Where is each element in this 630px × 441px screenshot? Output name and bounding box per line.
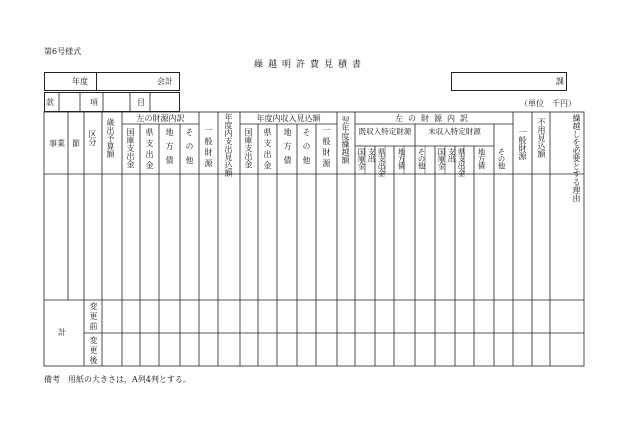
chihosai-header-2: 地方債 — [283, 128, 292, 170]
mishunyu-sonota: その他 — [497, 148, 506, 169]
yokunendo-kurikoshi-header: 翌年度繰越額 — [341, 116, 350, 164]
ippan-zaigen-header-2: 一般財源 — [322, 126, 331, 170]
saishutsu-yosan-header: 歳出予算額 — [106, 118, 115, 158]
kubun-header: 区分 — [88, 130, 97, 146]
ippan-zaigen-header-3: 一般財源 — [518, 128, 527, 160]
fuyo-mikomi-header: 不用見込額 — [537, 118, 546, 158]
kishunyu-shishutsu: 支出 — [367, 148, 376, 162]
fiscal-year-label: 年度 — [72, 77, 88, 86]
kishunyu-chiho: 地方債 — [397, 148, 406, 169]
total-label: 計 — [58, 328, 66, 337]
henkomae-label: 変更前 — [89, 302, 98, 332]
kishunyu-sonota: その他 — [417, 148, 426, 169]
chihosai-header: 地方債 — [165, 128, 174, 170]
account-label: 会計 — [157, 77, 173, 86]
ko-label: 項 — [90, 98, 98, 107]
henkogo-label: 変更後 — [89, 336, 98, 366]
ken-header: 県支出金 — [145, 128, 154, 172]
ken-header-2: 県支出金 — [263, 128, 272, 172]
nendonai-shunyu-header: 年度内収入見込額 — [256, 114, 321, 123]
kishunyu-ken: 県支出金 — [377, 148, 386, 176]
page-title: 繰越明許費見積書 — [254, 60, 367, 70]
nendonai-shishutsu-header: 年度内支出見込額 — [224, 113, 233, 177]
moku-label: 目 — [137, 98, 145, 107]
ippan-zaigen-header: 一般財源 — [204, 126, 213, 170]
reason-header: 繰越しを必要とする理由 — [572, 114, 581, 202]
kan-label: 款 — [46, 98, 54, 107]
sonota-header: その他 — [185, 128, 194, 170]
section-label: 課 — [556, 77, 564, 86]
kokko-header: 国庫支出金 — [126, 128, 135, 168]
unit-note: （単位 千円） — [520, 99, 576, 108]
mishunyu-ken: 県支出金 — [457, 148, 466, 176]
mishunyu-header: 未収入特定財源 — [428, 127, 481, 136]
kishunyu-kokko: 国庫金 — [357, 148, 366, 169]
mishunyu-kokko: 国庫金 — [437, 148, 446, 169]
kokko-header-2: 国庫支出金 — [244, 128, 253, 168]
kishunyu-header: 既収入特定財源 — [358, 127, 412, 136]
mishunyu-chiho: 地方債 — [477, 148, 486, 169]
setsu-header: 節 — [72, 139, 80, 148]
sonota-header-2: その他 — [302, 128, 311, 170]
left-source-header: 左の財源内訳 — [136, 114, 185, 123]
left-zaigen-naiyaku-header: 左の財源内訳 — [395, 114, 473, 123]
mishunyu-shishutsu: 支出 — [447, 148, 456, 162]
footnote: 備考 用紙の大きさは，A列4判とする。 — [44, 375, 191, 384]
form-number: 第6号様式 — [44, 47, 82, 56]
jigyo-header: 事業 — [49, 139, 65, 148]
